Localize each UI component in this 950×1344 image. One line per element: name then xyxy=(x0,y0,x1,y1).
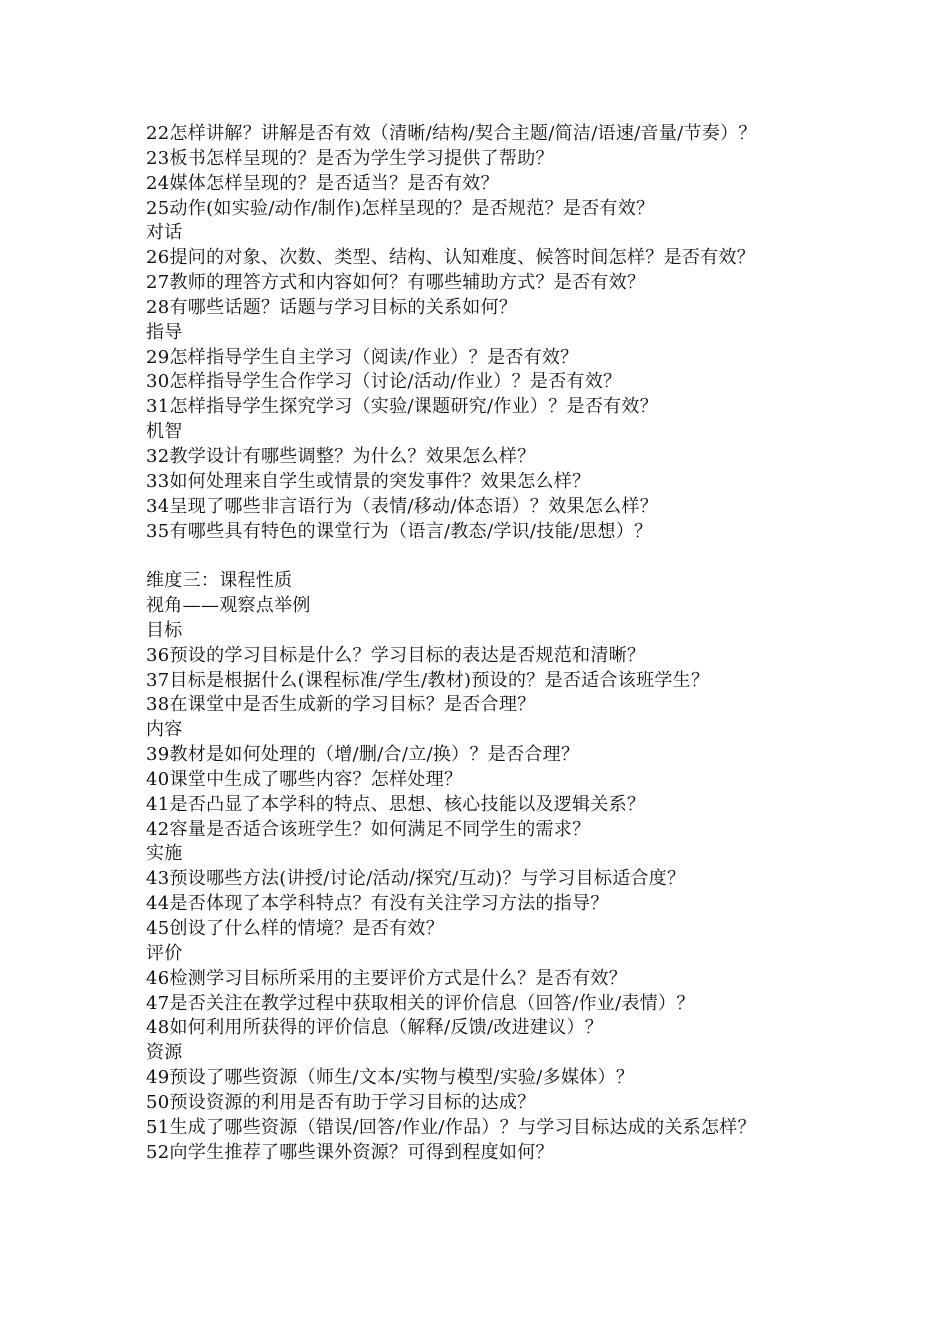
text-line: 47是否关注在教学过程中获取相关的评价信息（回答/作业/表情）？ xyxy=(146,992,695,1014)
section-heading: 资源 xyxy=(146,1042,183,1064)
text-line: 34呈现了哪些非言语行为（表情/移动/体态语）？效果怎么样？ xyxy=(146,495,659,517)
text-line: 36预设的学习目标是什么？学习目标的表达是否规范和清晰？ xyxy=(146,644,646,666)
text-line: 41是否凸显了本学科的特点、思想、核心技能以及逻辑关系？ xyxy=(146,793,646,815)
text-line: 49预设了哪些资源（师生/文本/实物与模型/实验/多媒体）？ xyxy=(146,1067,635,1089)
text-line: 27教师的理答方式和内容如何？有哪些辅助方式？是否有效？ xyxy=(146,272,646,294)
text-line: 23板书怎样呈现的？是否为学生学习提供了帮助？ xyxy=(146,147,554,169)
blank-line xyxy=(146,544,836,569)
text-line: 32教学设计有哪些调整？为什么？效果怎么样？ xyxy=(146,445,536,467)
text-line: 45创设了什么样的情境？是否有效？ xyxy=(146,918,445,939)
section-heading: 对话 xyxy=(146,222,183,244)
section-heading: 机智 xyxy=(146,421,183,443)
text-line: 38在课堂中是否生成新的学习目标？是否合理？ xyxy=(146,694,536,716)
section-heading: 内容 xyxy=(146,719,183,741)
text-line: 48如何利用所获得的评价信息（解释/反馈/改进建议）？ xyxy=(146,1017,604,1039)
section-heading: 目标 xyxy=(146,619,183,641)
text-line: 30怎样指导学生合作学习（讨论/活动/作业）？是否有效？ xyxy=(146,371,622,393)
text-line: 51生成了哪些资源（错误/回答/作业/作品）？与学习目标达成的关系怎样？ xyxy=(146,1116,756,1138)
text-line: 28有哪些话题？话题与学习目标的关系如何？ xyxy=(146,296,518,318)
text-line: 43预设哪些方法(讲授/讨论/活动/探究/互动)？与学习目标适合度？ xyxy=(146,868,686,890)
dimension-heading: 维度三：课程性质 xyxy=(146,570,293,592)
text-line: 25动作(如实验/动作/制作)怎样呈现的？是否规范？是否有效？ xyxy=(146,197,655,219)
perspective-heading: 视角——观察点举例 xyxy=(146,595,311,617)
section-heading: 实施 xyxy=(146,843,183,865)
text-line: 37目标是根据什么(课程标准/学生/教材)预设的？是否适合该班学生？ xyxy=(146,669,710,691)
text-line: 29怎样指导学生自主学习（阅读/作业）？是否有效？ xyxy=(146,346,579,368)
text-line: 39教材是如何处理的（增/删/合/立/换）？是否合理？ xyxy=(146,744,580,766)
text-line: 33如何处理来自学生或情景的突发事件？效果怎么样？ xyxy=(146,470,591,492)
text-line: 44是否体现了本学科特点？有没有关注学习方法的指导？ xyxy=(146,893,609,915)
text-line: 31怎样指导学生探究学习（实验/课题研究/作业）？是否有效？ xyxy=(146,396,659,418)
text-line: 50预设资源的利用是否有助于学习目标的达成？ xyxy=(146,1091,536,1113)
text-line: 42容量是否适合该班学生？如何满足不同学生的需求？ xyxy=(146,818,591,840)
text-line: 26提问的对象、次数、类型、结构、认知难度、候答时间怎样？是否有效？ xyxy=(146,247,756,269)
text-line: 46检测学习目标所采用的主要评价方式是什么？是否有效？ xyxy=(146,967,628,989)
text-line: 35有哪些具有特色的课堂行为（语言/教态/学识/技能/思想）？ xyxy=(146,520,653,542)
text-line: 24媒体怎样呈现的？是否适当？是否有效？ xyxy=(146,172,499,194)
section-heading: 指导 xyxy=(146,321,183,343)
text-line: 52向学生推荐了哪些课外资源？可得到程度如何？ xyxy=(146,1141,554,1163)
document-body xyxy=(146,122,836,1165)
section-heading: 评价 xyxy=(146,942,183,964)
text-line: 22怎样讲解？讲解是否有效（清晰/结构/契合主题/简洁/语速/音量/节奏）？ xyxy=(146,123,757,144)
text-line: 40课堂中生成了哪些内容？怎样处理？ xyxy=(146,768,463,790)
